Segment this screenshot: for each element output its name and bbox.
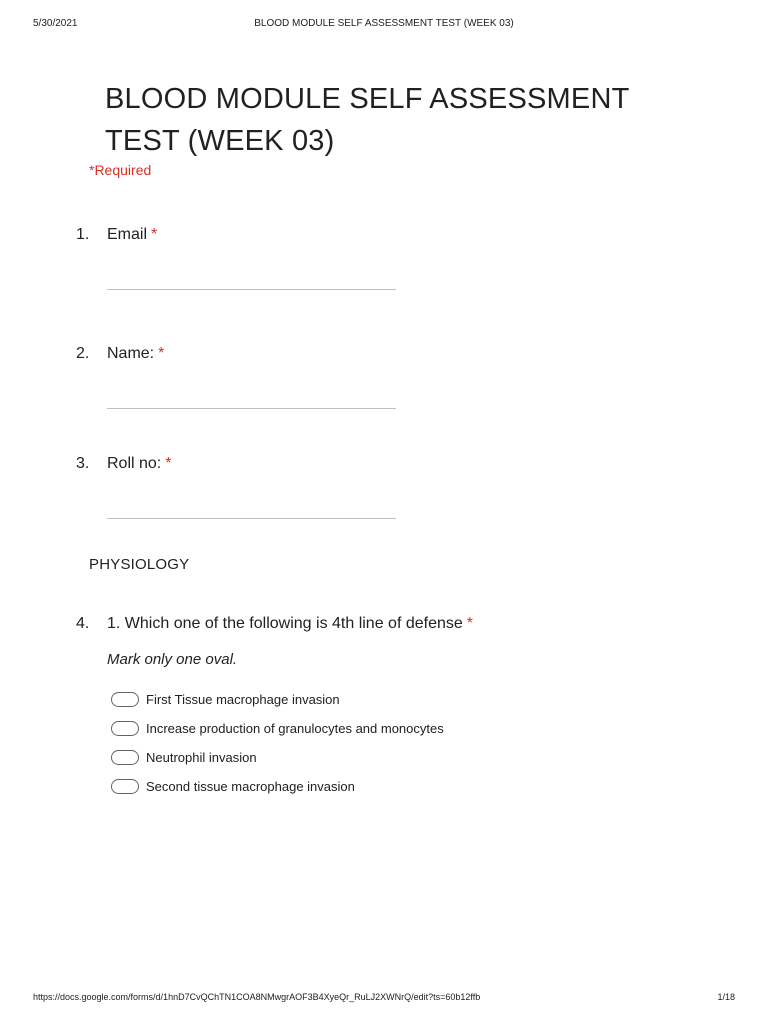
required-star: * [151,226,158,243]
oval-radio-icon[interactable] [111,750,139,765]
radio-option[interactable] [110,691,610,711]
name-field[interactable] [107,408,396,409]
question-number: 1. [76,226,90,243]
question-label [107,455,171,473]
email-field[interactable] [107,289,396,290]
required-star: * [158,345,165,362]
required-note: *Required [89,162,152,178]
radio-option[interactable] [110,778,610,798]
question-label [107,615,473,633]
question-label [107,345,164,363]
radio-option[interactable] [110,720,610,740]
page-number: 1/18 [717,992,735,1002]
radio-option[interactable] [110,749,610,769]
form-title: BLOOD MODULE SELF ASSESSMENT TEST (WEEK 03) [105,83,629,157]
question-instruction: Mark only one oval. [107,651,238,668]
required-star: * [466,615,474,632]
question-label-text: Email [107,226,148,243]
section-title: PHYSIOLOGY [89,556,190,573]
print-header-title: BLOOD MODULE SELF ASSESSMENT TEST (WEEK 03) [254,18,514,29]
oval-radio-icon[interactable] [111,779,139,794]
option-label: First Tissue macrophage invasion [146,692,340,707]
question-number: 3. [76,455,90,472]
question-label-text: Roll no: [107,455,162,472]
oval-radio-icon[interactable] [111,721,139,736]
question-number: 4. [76,615,90,632]
question-number: 2. [76,345,90,362]
roll-no-field[interactable] [107,518,396,519]
question-label [107,226,157,244]
print-date: 5/30/2021 [33,18,78,29]
option-label: Increase production of granulocytes and monocytes [146,721,444,736]
question-label-text: Name: [107,345,155,362]
option-label: Neutrophil invasion [146,750,257,765]
question-label-text: 1. Which one of the following is 4th line of defense [107,615,463,632]
print-footer-url: https://docs.google.com/forms/d/1hnD7CvQChTN1COA8NMwgrAOF3B4XyeQr_RuLJ2XWNrQ/edit?ts=60b12ffb [33,992,481,1002]
oval-radio-icon[interactable] [111,692,139,707]
option-label: Second tissue macrophage invasion [146,779,355,794]
required-star: * [165,455,172,472]
